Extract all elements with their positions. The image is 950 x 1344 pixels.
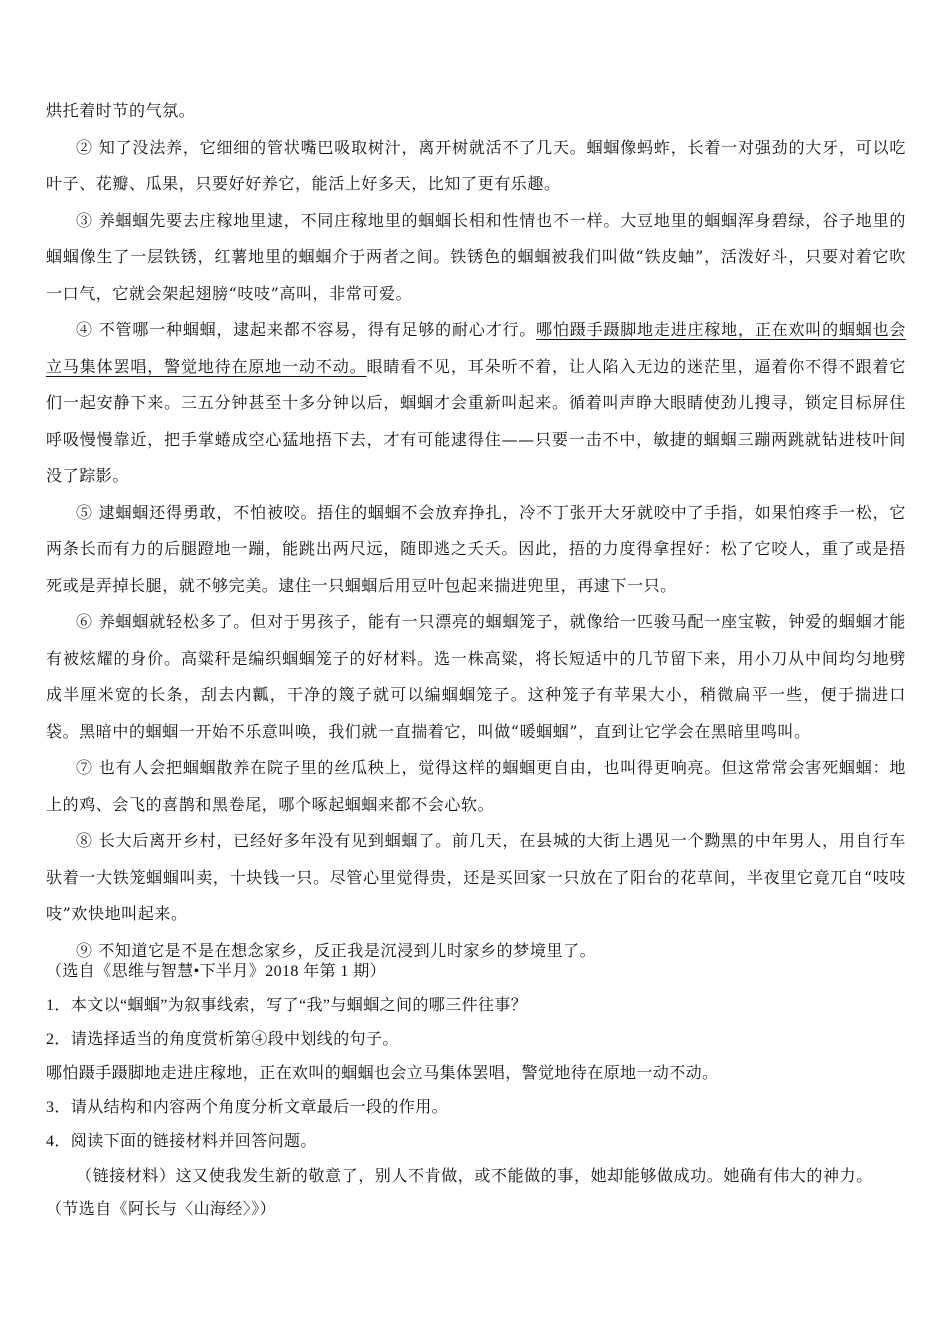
paragraph-6: ⑥ 养蝈蝈就轻松多了。但对于男孩子，能有一只漂亮的蝈蝈笼子，就像给一匹骏马配一座宝鞍，钟爱的蝈蝈才能有被炫耀的身价。高粱秆是编织蝈蝈笼子的好材料。选一株高粱，将长短适中的几节留下来，用小刀从中间均匀地劈成半厘米宽的长条，刮去内瓤，干净的篾子就可以编蝈蝈笼子。这种笼子有苹果大小，稍微扁平一些，便于揣进口袋。黑暗中的蝈蝈一开始不乐意叫唤，我们就一直揣着它，叫做“暖蝈蝈”，直到让它学会在黑暗里鸣叫。 [46, 612, 906, 741]
paragraph-5: ⑤ 逮蝈蝈还得勇敢，不怕被咬。捂住的蝈蝈不会放弃挣扎，冷不丁张开大牙就咬中了手指，如果怕疼手一松，它两条长而有力的后腿蹬地一蹦，能跳出两尺远，随即逃之夭夭。因此，捂的力度得拿捏好：松了它咬人，重了或是捂死或是弄掉长腿，就不够完美。逮住一只蝈蝈后用豆叶包起来揣进兜里，再逮下一只。 [46, 502, 906, 595]
paragraph-9: ⑨ 不知道它是不是在想念家乡，反正我是沉浸到儿时家乡的梦境里了。 [76, 940, 597, 960]
link-source: （节选自《阿长与〈山海经〉》） [46, 1201, 277, 1218]
question-2: 2．请选择适当的角度赏析第④段中划线的句子。 [46, 1031, 399, 1048]
article-body [46, 93, 906, 969]
question-1: 1．本文以“蝈蝈”为叙事线索，写了“我”与蝈蝈之间的哪三件往事？ [46, 997, 528, 1014]
question-3: 3．请从结构和内容两个角度分析文章最后一段的作用。 [46, 1099, 449, 1116]
question-4: 4．阅读下面的链接材料并回答问题。 [46, 1133, 317, 1150]
question-2-sentence: 哪怕蹑手蹑脚地走进庄稼地，正在欢叫的蝈蝈也会立马集体罢唱，警觉地待在原地一动不动。 [46, 1065, 719, 1082]
paragraph-8: ⑧ 长大后离开乡村，已经好多年没有见到蝈蝈了。前几天，在县城的大街上遇见一个黝黑的中年男人，用自行车驮着一大铁笼蝈蝈叫卖，十块钱一只。尽管心里觉得贵，还是买回家一只放在了阳台的花草间，半夜里它竟兀自“吱吱吱”欢快地叫起来。 [46, 831, 906, 923]
questions-section [46, 955, 906, 1227]
paragraph-3: ③ 养蝈蝈先要去庄稼地里逮，不同庄稼地里的蝈蝈长相和性情也不一样。大豆地里的蝈蝈浑身碧绿，谷子地里的蝈蝈像生了一层铁锈，红薯地里的蝈蝈介于两者之间。铁锈色的蝈蝈被我们叫做“铁皮蚰”，活泼好斗，只要对着它吹一口气，它就会架起翅膀“吱吱”高叫，非常可爱。 [46, 210, 906, 303]
paragraph-1-end: 烘托着时节的气氛。 [46, 101, 196, 120]
source-citation: （选自《思维与智慧•下半月》2018 年第 1 期） [46, 963, 387, 980]
paragraph-4-rest: 眼睛看不见，耳朵听不着，让人陷入无边的迷茫里，逼着你不得不跟着它们一起安静下来。三五分钟甚至十多分钟以后，蝈蝈才会重新叫起来。循着叫声睁大眼睛使劲儿搜寻，锁定目标屏住呼吸慢慢靠近，把手掌蜷成空心猛地捂下去，才有可能逮得住——只要一击不中，敏捷的蝈蝈三蹦两跳就钻进枝叶间没了踪影。 [46, 356, 907, 485]
paragraph-4 [46, 312, 906, 495]
paragraph-4-start: ④ 不管哪一种蝈蝈，逮起来都不容易，得有足够的耐心才行。 [76, 320, 537, 339]
link-material: （链接材料）这又使我发生新的敬意了，别人不肯做，或不能做的事，她却能够做成功。她确有伟大的神力。 [76, 1166, 873, 1185]
underlined-sentence: 哪怕蹑手蹑脚地走进庄稼地，正在欢叫的蝈蝈也会立马集体罢唱，警觉地待在原地一动不动。 [46, 320, 906, 376]
paragraph-7: ⑦ 也有人会把蝈蝈散养在院子里的丝瓜秧上，觉得这样的蝈蝈更自由，也叫得更响亮。但这常常会害死蝈蝈：地上的鸡、会飞的喜鹊和黑卷尾，哪个啄起蝈蝈来都不会心软。 [46, 758, 906, 814]
paragraph-2: ② 知了没法养，它细细的管状嘴巴吸取树汁，离开树就活不了几天。蝈蝈像蚂蚱，长着一对强劲的大牙，可以吃叶子、花瓣、瓜果，只要好好养它，能活上好多天，比知了更有乐趣。 [46, 137, 906, 193]
